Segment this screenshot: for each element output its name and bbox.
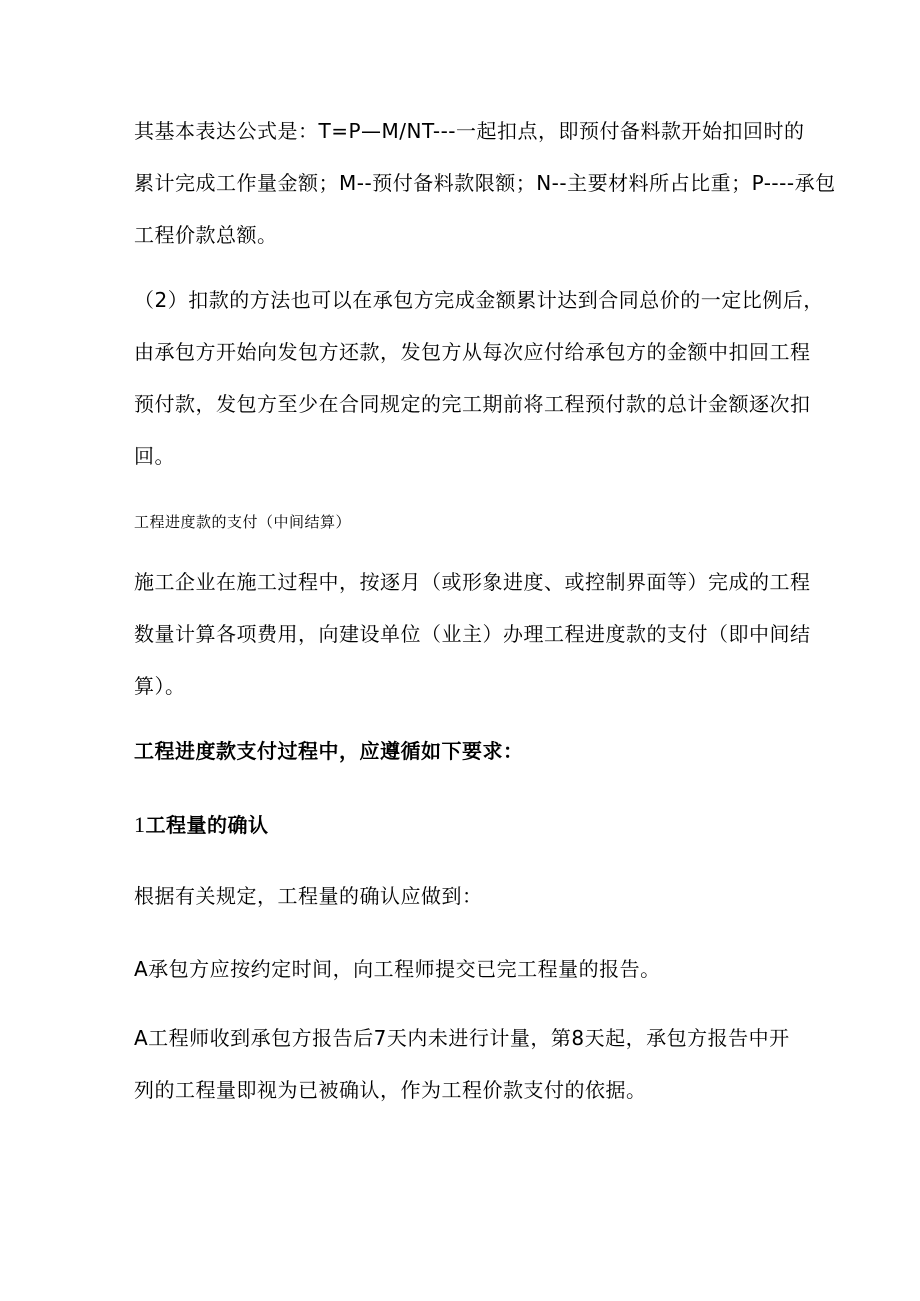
section-heading-small	[134, 510, 796, 534]
text-line: 累计完成工作量金额；M--预付备料款限额；N--主要材料所占比重；P----承包	[134, 171, 836, 195]
text-line: 列的工程量即视为已被确认，作为工程价款支付的依据。	[134, 1078, 647, 1102]
text-line: 其基本表达公式是：T=P—M/NT---一起扣点，即预付备料款开始扣回时的	[134, 119, 805, 143]
confirmation-intro-paragraph	[134, 870, 796, 922]
deduction-method-paragraph	[134, 274, 824, 482]
text-line: 预付款，发包方至少在合同规定的完工期前将工程预付款的总计金额逐次扣	[134, 392, 811, 416]
text-line: A工程师收到承包方报告后7天内未进行计量，第8天起，承包方报告中开	[134, 1026, 790, 1050]
text-line: 工程进度款的支付（中间结算）	[134, 513, 352, 531]
text-line: 工程进度款支付过程中，应遵循如下要求：	[134, 739, 524, 763]
text-line: A承包方应按约定时间，向工程师提交已完工程量的报告。	[134, 957, 661, 981]
progress-payment-paragraph	[134, 556, 811, 712]
text-line: 施工企业在施工过程中，按逐月（或形象进度、或控制界面等）完成的工程	[134, 570, 811, 594]
text-line: 工程价款总额。	[134, 223, 278, 247]
text-line: 数量计算各项费用，向建设单位（业主）办理工程进度款的支付（即中间结	[134, 622, 811, 646]
section-1-heading	[134, 799, 796, 851]
report-submission-paragraph	[134, 943, 796, 995]
measurement-rule-paragraph	[134, 1012, 796, 1116]
text-line: 根据有关规定，工程量的确认应做到：	[134, 884, 483, 908]
formula-paragraph	[134, 105, 836, 261]
text-line: （2）扣款的方法也可以在承包方完成金额累计达到合同总价的一定比例后，	[134, 288, 824, 312]
text-line: 回。	[134, 444, 175, 468]
text-line: 由承包方开始向发包方还款，发包方从每次应付给承包方的金额中扣回工程	[134, 340, 811, 364]
text-line: 算）。	[134, 674, 186, 698]
text-line	[134, 799, 796, 851]
section-number: 1	[134, 812, 146, 837]
requirements-heading	[134, 725, 796, 777]
section-title: 工程量的确认	[145, 813, 269, 837]
